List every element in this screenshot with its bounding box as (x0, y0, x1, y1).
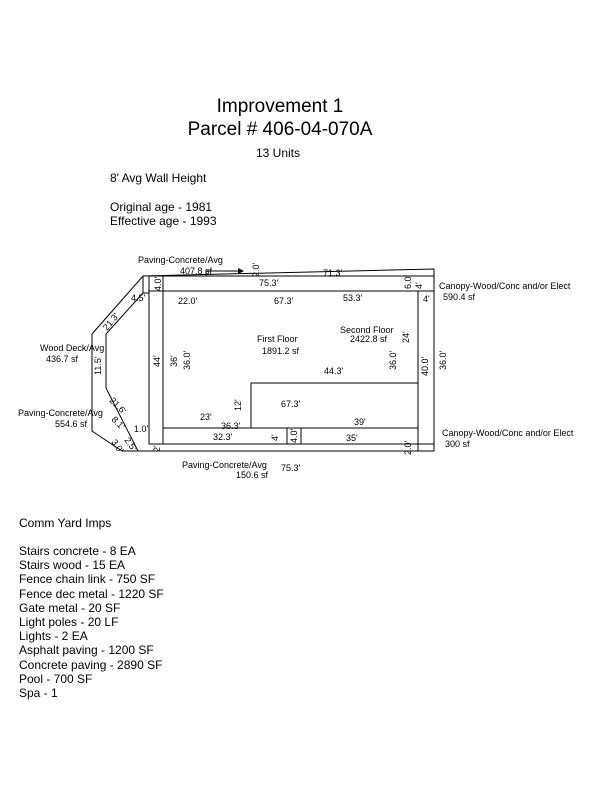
dim-left-11-5: 11.5' (93, 356, 103, 375)
list-item: Stairs concrete - 8 EA (19, 544, 136, 558)
dim-left-4-5: 4.5' (131, 293, 146, 303)
dim-left-1-0: 1.0' (134, 424, 149, 434)
canopy-bottom-label: Canopy-Wood/Conc and/or Elect (442, 428, 574, 438)
list-item: Light poles - 20 LF (19, 614, 119, 629)
dim-bot-35: 35' (346, 433, 358, 443)
second-floor-label: Second Floor (340, 325, 394, 335)
dim-diag-21-3: 21.3' (100, 311, 121, 333)
dim-diag-2-5: 2.5' (122, 435, 139, 453)
wood-deck-sf: 436.7 sf (46, 354, 79, 364)
dim-top-4-small: 4' (414, 282, 424, 289)
paving-bottom-sf: 150.6 sf (236, 470, 269, 480)
dim-in-67-3-b: 67.3' (281, 399, 301, 409)
dim-in-53-3: 53.3' (343, 293, 363, 303)
paving-top-sf: 407.8 sf (180, 266, 213, 276)
dim-top-71-3: 71.3' (323, 268, 343, 278)
canopy-top-label: Canopy-Wood/Conc and/or Elect (439, 281, 571, 291)
first-floor-label: First Floor (257, 334, 298, 344)
dim-left-4-0: 4.0' (153, 276, 163, 291)
list-item: Stairs wood - 15 EA (19, 558, 126, 573)
list-item: Concrete paving - 2890 SF (19, 657, 163, 672)
yard-imps-list (19, 544, 164, 700)
dim-right-4: 4' (423, 294, 430, 304)
dim-right-36-0: 36.0' (438, 350, 448, 370)
list-item: Fence dec metal - 1220 SF (19, 586, 164, 601)
dim-in-23: 23' (200, 412, 212, 422)
dim-in-44-3: 44.3' (324, 366, 344, 376)
paving-top-band (149, 276, 434, 291)
dim-bot-75-3: 75.3' (281, 463, 301, 473)
dim-in-22-0: 22.0' (178, 296, 198, 306)
dim-bot-4: 4' (270, 434, 280, 441)
paving-left-label: Paving-Concrete/Avg (18, 408, 103, 418)
dim-diag-8-1: 8.1' (109, 414, 127, 432)
paving-bottom-label: Paving-Concrete/Avg (182, 460, 267, 470)
dim-top-2-0: 2.0' (251, 262, 261, 277)
parcel-number: Parcel # 406-04-070A (187, 119, 373, 140)
list-item: Lights - 2 EA (19, 629, 88, 644)
dim-in-36-3: 36.3' (221, 421, 241, 431)
units-count: 13 Units (255, 146, 301, 160)
dim-in-67-3: 67.3' (274, 296, 294, 306)
dim-in-36: 36' (169, 355, 179, 367)
dim-bot-32-3: 32.3' (213, 432, 233, 442)
canopy-top-sf: 590.4 sf (443, 292, 476, 302)
dim-in-12: 12' (233, 399, 243, 411)
original-age: Original age - 1981 (110, 200, 213, 214)
dim-in-39: 39' (354, 417, 366, 427)
dim-left-44: 44' (152, 355, 162, 367)
dim-bot-2-0-right: 2.0' (403, 440, 413, 455)
dim-in-36-0-b: 36.0' (388, 350, 398, 370)
second-floor-sf: 2422.8 sf (350, 334, 388, 344)
dim-diag-3-0: 3.0' (109, 437, 126, 455)
wood-deck-label: Wood Deck/Avg (40, 343, 105, 353)
dim-in-36-0-a: 36.0' (182, 350, 192, 370)
paving-left-sf: 554.6 sf (55, 419, 88, 429)
list-item: Fence chain link - 750 SF (19, 572, 156, 587)
dim-bot-4-0: 4.0' (289, 428, 299, 443)
dim-diag-21-6: 21.6' (107, 395, 129, 417)
dim-right-40-0: 40.0' (420, 356, 430, 376)
list-item: Spa - 1 (19, 685, 58, 700)
effective-age: Effective age - 1993 (110, 214, 217, 228)
page-title: Improvement 1 (216, 96, 344, 117)
dim-bot-2-left: 2' (152, 445, 162, 452)
dim-top-75-3: 75.3' (259, 278, 279, 288)
dim-top-6-0: 6.0' (403, 274, 413, 289)
first-floor-sf: 1891.2 sf (262, 346, 300, 356)
second-floor-rect (251, 383, 418, 428)
dim-in-24: 24' (401, 331, 411, 343)
list-item: Pool - 700 SF (19, 671, 93, 686)
yard-imps-title: Comm Yard Imps (19, 516, 112, 530)
wall-height: 8' Avg Wall Height (110, 171, 207, 185)
list-item: Gate metal - 20 SF (19, 600, 121, 615)
paving-top-label: Paving-Concrete/Avg (138, 255, 223, 265)
list-item: Asphalt paving - 1200 SF (19, 643, 154, 658)
canopy-bottom-sf: 300 sf (445, 439, 470, 449)
